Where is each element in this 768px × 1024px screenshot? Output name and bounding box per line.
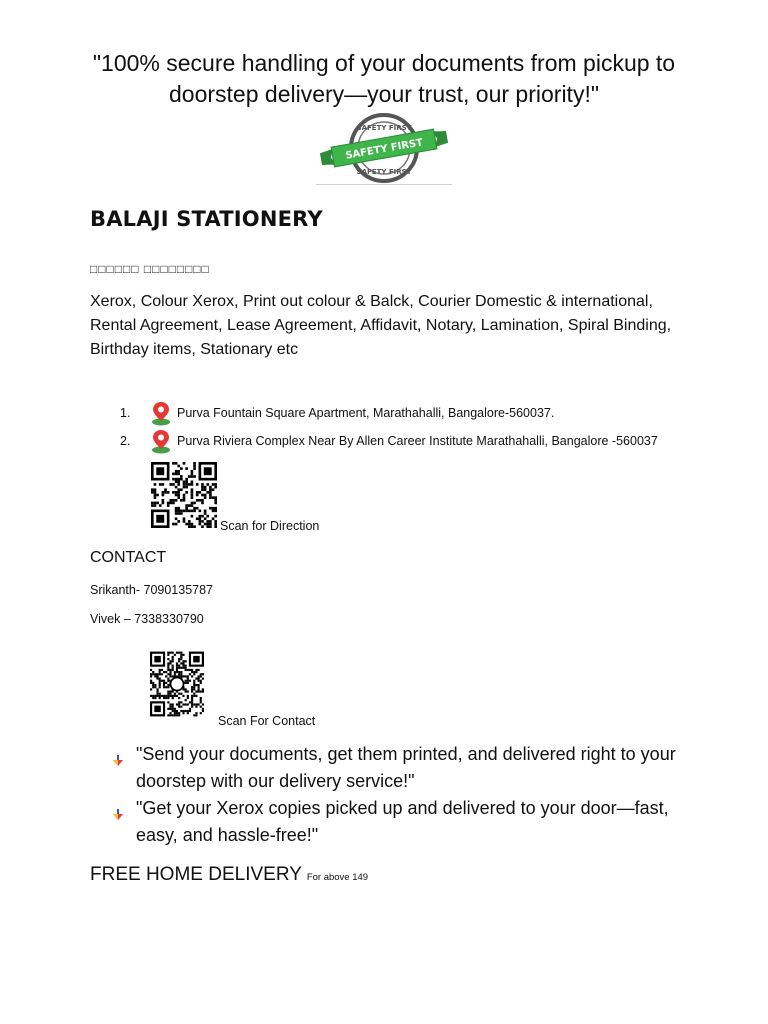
badge-top-text: SAFETY FIRST <box>356 124 412 132</box>
bullet-arrow-icon <box>112 809 124 821</box>
location-number: 2. <box>120 434 131 448</box>
direction-qr-caption: Scan for Direction <box>220 519 320 533</box>
contact-heading: CONTACT <box>90 549 167 566</box>
unrendered-text: □□□□□□ □□□□□□□□ <box>90 262 210 276</box>
direction-qr-code <box>151 462 217 528</box>
bullet-item-1 <box>112 741 682 795</box>
services-list: Xerox, Colour Xerox, Print out colour & Balck, Courier Domestic & international, Rental Agreement, Lease Agreement, Affidavit, Notary, Lamination, Spiral Binding, Birthday items, Stationary etc <box>90 293 672 358</box>
location-item-2 <box>120 428 658 454</box>
bullet-arrow-icon <box>112 755 124 767</box>
free-delivery-note: For above 149 <box>306 872 369 883</box>
map-pin-icon <box>150 400 172 426</box>
bullet-item-2 <box>112 795 682 849</box>
badge-ribbon-text: SAFETY FIRST <box>344 137 424 162</box>
free-delivery <box>90 864 368 886</box>
location-number: 1. <box>120 406 131 420</box>
badge-divider <box>316 184 452 185</box>
whatsapp-icon <box>171 678 184 691</box>
free-delivery-label: FREE HOME DELIVERY <box>90 864 302 885</box>
badge-bottom-text: SAFETY FIRST <box>356 168 412 176</box>
shop-title: BALAJI STATIONERY <box>90 207 323 231</box>
contact-qr-caption: Scan For Contact <box>218 714 316 728</box>
map-pin-icon <box>150 428 172 454</box>
contact-person-1: Srikanth- 7090135787 <box>90 583 214 597</box>
contact-person-2: Vivek – 7338330790 <box>90 612 204 626</box>
location-text: Purva Riviera Complex Near By Allen Career Institute Marathahalli, Bangalore -560037 <box>177 434 658 448</box>
safety-first-badge <box>316 110 452 186</box>
bullet-text: "Send your documents, get them printed, and delivered right to your doorstep with our delivery service!" <box>136 744 676 791</box>
location-item-1 <box>120 400 554 426</box>
contact-qr-code <box>150 651 204 717</box>
location-text: Purva Fountain Square Apartment, Marathahalli, Bangalore-560037. <box>177 406 555 420</box>
tagline: "100% secure handling of your documents from pickup to doorstep delivery—your trust, our priority!" <box>92 50 676 107</box>
bullet-text: "Get your Xerox copies picked up and delivered to your door—fast, easy, and hassle-free!" <box>136 798 669 845</box>
